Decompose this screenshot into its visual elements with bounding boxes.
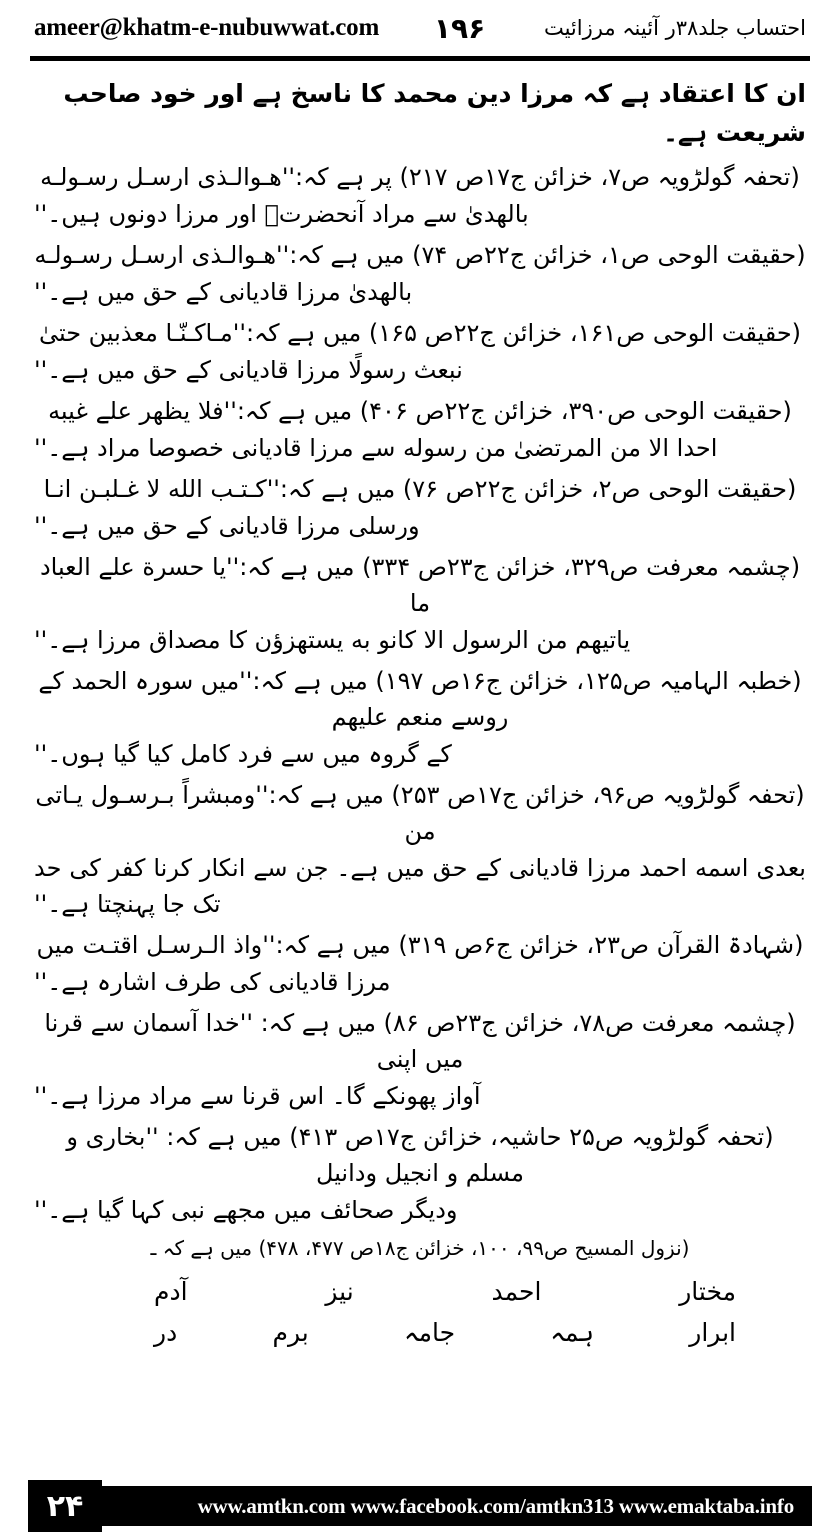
continuation-line: احدا الا من المرتضیٰ من رسوله سے مرزا قادیانی خصوصا مراد ہے۔'' [34, 433, 718, 462]
continuation-line: ودیگر صحائف میں مجھے نبی کہا گیا ہے۔'' [34, 1195, 458, 1224]
footer-links[interactable]: www.amtkn.com www.facebook.com/amtkn313 www.emaktaba.info [197, 1493, 794, 1518]
poetry-line-1 [154, 1277, 736, 1306]
reference-line: (حقیقت الوحی ص۱، خزائن ج۲۲ص ۷۴) میں ہے کہ:''هـوالـذى ارسـل رسـولـه [34, 240, 806, 269]
poetry-couplet [34, 1277, 806, 1347]
continuation-line: مرزا قادیانی کی طرف اشارہ ہے۔'' [34, 967, 391, 996]
poetry-word: مختار [679, 1276, 736, 1306]
poetry-word: ہمہ [550, 1317, 595, 1347]
header-book-title: احتساب جلد۳۸ر آئینہ مرزائیت [543, 16, 806, 40]
header-email: ameer@khatm-e-nubuwwat.com [34, 14, 380, 41]
poetry-word: در [154, 1317, 178, 1347]
reference-line: (حقیقت الوحی ص۱۶۱، خزائن ج۲۲ص ۱۶۵) میں ہے کہ:''مـاکـنّـا معذبین حتیٰ [38, 318, 802, 347]
reference-line: (تحفہ گولڑویہ ص۷، خزائن ج۱۷ص ۲۱۷) پر ہے کہ:''هـوالـذى ارسـل رسـولـه [40, 162, 800, 191]
poetry-word: نیز [325, 1276, 354, 1306]
continuation-line: کے گروہ میں سے فرد کامل کیا گیا ہوں۔'' [34, 739, 452, 768]
footer-bar [28, 1486, 812, 1526]
reference-line: (چشمہ معرفت ص۷۸، خزائن ج۲۳ص ۸۶) میں ہے کہ: ''خدا آسمان سے قرنا میں اپنی [44, 1008, 796, 1073]
reference-line: (حقیقت الوحی ص۳۹۰، خزائن ج۲۲ص ۴۰۶) میں ہے کہ:''فلا یظهر علے غیبه [48, 396, 792, 425]
reference-line: (تحفہ گولڑویہ ص۹۶، خزائن ج۱۷ص ۲۵۳) میں ہے کہ:''ومبشراً بـرسـول یـاتی من [35, 780, 805, 845]
continuation-line: نبعث رسولًا مرزا قادیانی کے حق میں ہے۔'' [34, 355, 463, 384]
reference-line: (خطبہ الہامیہ ص۱۲۵، خزائن ج۱۶ص ۱۹۷) میں ہے کہ:''میں سورہ الحمد کے روسے منعم علیهم [38, 666, 802, 731]
footer-page-number: ۲۴ [28, 1480, 102, 1532]
poetry-word: ابرار [689, 1317, 736, 1347]
reference-line: (شہادۃ القرآن ص۲۳، خزائن ج۶ص ۳۱۹) میں ہے کہ:''واذ الـرسـل اقتـت میں [36, 930, 804, 959]
continuation-line: یاتیهم من الرسول الا کانو به یستهزؤن کا مصداق مرزا ہے۔'' [34, 625, 631, 654]
poetry-word: جامہ [403, 1317, 456, 1347]
continuation-line: ورسلی مرزا قادیانی کے حق میں ہے۔'' [34, 511, 420, 540]
continuation-line: بالهدیٰ مرزا قادیانی کے حق میں ہے۔'' [34, 277, 413, 306]
poetry-word: آدم [154, 1276, 188, 1306]
page-header [28, 0, 812, 56]
poetry-line-2 [154, 1318, 736, 1347]
continuation-line: بالهدیٰ سے مراد آنحضرتؐ اور مرزا دونوں ہیں۔'' [34, 199, 529, 228]
lead-paragraph: ان کا اعتقاد ہے کہ مرزا دین محمد کا ناسخ ہے اور خود صاحب شریعت ہے۔ [63, 79, 806, 147]
continuation-line: بعدی اسمه احمد مرزا قادیانی کے حق میں ہے۔ جن سے انکار کرنا کفر کی حد تک جا پہنچتا ہے۔'' [34, 853, 806, 918]
final-reference-line: (نزول المسیح ص۹۹، ۱۰۰، خزائن ج۱۸ص ۴۷۷، ۴۷۸) میں ہے کہ ـ [150, 1235, 690, 1260]
header-page-number: ۱۹۶ [433, 11, 486, 45]
reference-line: (تحفہ گولڑویہ ص۲۵ حاشیہ، خزائن ج۱۷ص ۴۱۳) میں ہے کہ: ''بخاری و مسلم و انجیل ودانیل [66, 1122, 774, 1187]
page-content [28, 75, 812, 1347]
reference-line: (حقیقت الوحی ص۲، خزائن ج۲۲ص ۷۶) میں ہے کہ:''کـتـب الله لا غـلبـن انـا [43, 474, 797, 503]
page-footer [0, 1474, 840, 1540]
continuation-line: آواز پھونکے گا۔ اس قرنا سے مراد مرزا ہے۔'' [34, 1081, 481, 1110]
reference-line: (چشمہ معرفت ص۳۲۹، خزائن ج۲۳ص ۳۳۴) میں ہے کہ:''یا حسرة علے العباد ما [39, 552, 801, 617]
header-divider [30, 56, 810, 61]
poetry-word: برم [272, 1317, 309, 1347]
poetry-word: احمد [491, 1276, 542, 1306]
